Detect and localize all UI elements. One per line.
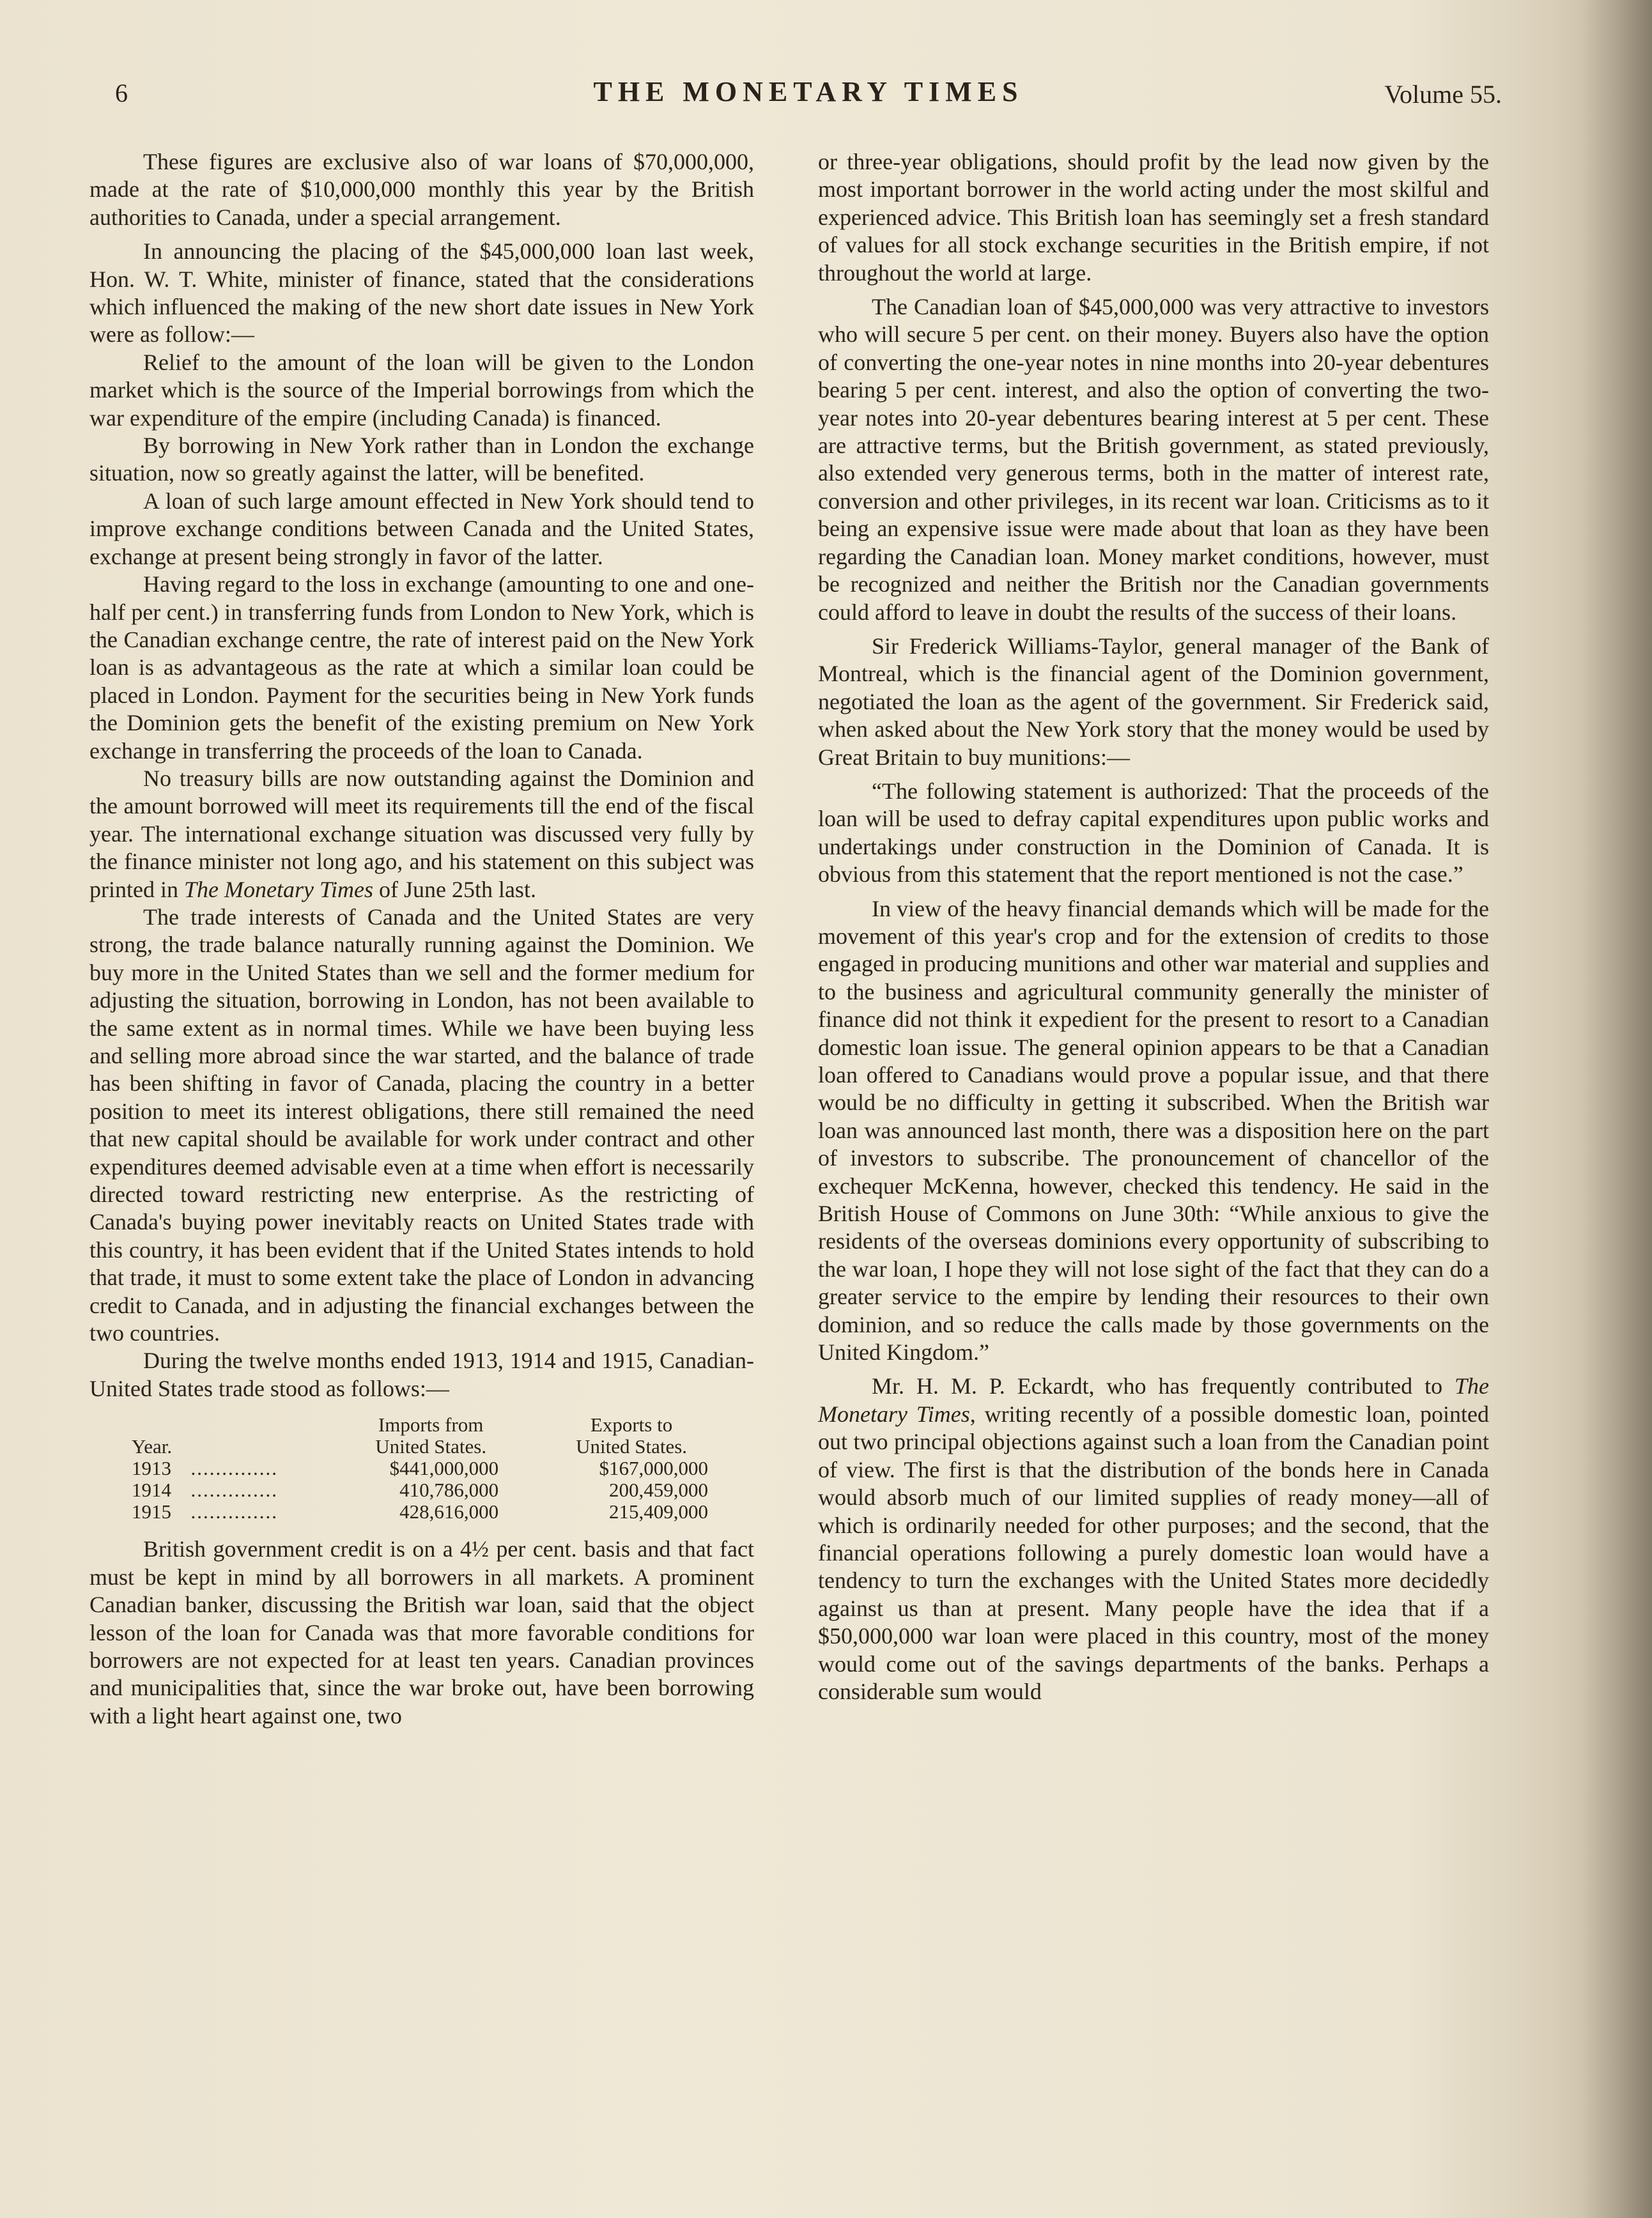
table-header-row [132,1414,720,1436]
table-header-row [132,1436,720,1458]
table-spacer [190,1414,318,1436]
column-header-exports: United States. [576,1435,688,1458]
paragraph: “The following statement is authorized: That the proceeds of the loan will be used to defray capital expenditures upon public works and undertakings under construction in the Dominion of Canada. It is obvious from this statement that the report mentioned is not the case.” [818,778,1489,888]
table-cell-imports: $441,000,000 [389,1457,499,1480]
table-row [132,1458,720,1479]
paragraph: These figures are exclusive also of war loans of $70,000,000, made at the rate of $10,000,000 monthly this year by the British authorities to Canada, under a special arrangement. [89,149,754,230]
paragraph: The trade interests of Canada and the United States are very strong, the trade balance naturally running against the Dominion. We buy more in the United States than we sell and the former medium for adjusting the situation, borrowing in London, has not been available to the same extent as in normal times. While we have been buying less and selling more abroad since the war started, and the balance of trade has been shifting in favor of Canada, placing the country in a better position to meet its interest obligations, there still remained the need that new capital should be available for work under contract and other expenditures deemed advisable even at a time when effort is necessarily directed toward restricting new enterprise. As the restricting of Canada's buying power inevitably reacts on United States trade with this country, it has been evident that if the United States intends to hold that trade, it must to some extent take the place of London in advancing credit to Canada, and in adjusting the financial exchanges between the two countries. [89,904,754,1346]
paragraph-text: of June 25th last. [373,876,536,902]
paragraph: or three-year obligations, should profit by the lead now given by the most important borrower in the world acting under the most skilful and experienced advice. This British loan has seemingly set a fresh standard of values for all stock exchange securities in the British empire, if not throughout the world at large. [818,149,1489,286]
table-cell-exports: 215,409,000 [609,1500,708,1523]
paragraph: A loan of such large amount effected in New York should tend to improve exchange conditions between Canada and the United States, exchange at present being strongly in favor of the latter. [89,488,754,569]
paragraph: Relief to the amount of the loan will be given to the London market which is the source of the Imperial borrowings from which the war expenditure of the empire (including Canada) is financed. [89,349,754,431]
paragraph-text: No treasury bills are now outstanding against the Dominion and the amount borrowed will meet its requirements till the end of the fiscal year. The international exchange situation was discussed very fully by the finance minister not long ago, and his statement on this subject was printed in [89,765,754,902]
table-cell-leader: .............. [190,1500,278,1523]
column-header-imports: United States. [375,1435,487,1458]
paragraph-text: , writing recently of a possible domestic loan, pointed out two principal objections against such a loan from the Canadian point of view. The first is that the distribution of the bonds here in Canada would absorb much of our limited supplies of ready money—all of which is ordinarily needed for other purposes; and the second, that the financial operations following a purely domestic loan would have a tendency to turn the exchanges with the United States more decidedly against us than at present. Many people have the idea that if a $50,000,000 war loan were placed in this country, most of the money would come out of the savings departments of the banks. Perhaps a considerable sum would [818,1401,1489,1704]
paragraph: In announcing the placing of the $45,000,000 loan last week, Hon. W. T. White, minister of finance, stated that the considerations which influenced the making of the new short date issues in New York were as follow:— [89,238,754,348]
left-column [89,148,754,1730]
table-cell-year: 1914 [132,1479,171,1502]
table-cell-leader: .............. [190,1479,278,1502]
volume-label: Volume 55. [1384,80,1502,109]
table-row [132,1501,720,1523]
paragraph: Sir Frederick Williams-Taylor, general manager of the Bank of Montreal, which is the financial agent of the Dominion government, negotiated the loan as the agent of the government. Sir Frederick said, when asked about the New York story that the money would be used by Great Britain to buy munitions:— [818,633,1489,770]
page-header [115,75,1502,120]
table-spacer [190,1436,318,1458]
paragraph [818,1373,1489,1706]
table-cell-exports: $167,000,000 [599,1457,708,1480]
page-edge-shadow [1582,0,1652,2218]
paragraph: The Canadian loan of $45,000,000 was very attractive to investors who will secure 5 per cent. on their money. Buyers also have the option of converting the one-year notes in nine months into 20-year debentures bearing 5 per cent. interest, and also the option of converting the two-year notes into 20-year debentures bearing interest at 5 per cent. These are attractive terms, but the British government, as stated previously, also extended very generous terms, both in the matter of interest rate, conversion and other privileges, in its recent war loan. Criticisms as to it being an expensive issue were made about that loan as they have been regarding the Canadian loan. Money market conditions, however, must be recognized and neither the British nor the Canadian governments could afford to leave in doubt the results of the success of their loans. [818,294,1489,625]
paragraph: Having regard to the loss in exchange (amounting to one and one-half per cent.) in transferring funds from London to New York, which is the Canadian exchange centre, the rate of interest paid on the New York loan is as advantageous as the rate at which a similar loan could be placed in London. Payment for the securities being in New York funds the Dominion gets the benefit of the existing premium on New York exchange in transferring the proceeds of the loan to Canada. [89,571,754,764]
trade-table [132,1414,720,1523]
table-cell-imports: 428,616,000 [399,1500,499,1523]
table-cell-year: 1915 [132,1500,171,1523]
column-header-year: Year. [132,1435,173,1458]
table-cell-imports: 410,786,000 [399,1479,499,1502]
paragraph: By borrowing in New York rather than in London the exchange situation, now so greatly against the latter, will be benefited. [89,433,754,486]
paragraph: British government credit is on a 4½ per cent. basis and that fact must be kept in mind by all borrowers in all markets. A prominent Canadian banker, discussing the British war loan, said that the object lesson of the loan for Canada was that more favorable conditions for borrowers are not expected for at least ten years. Canadian provinces and municipalities that, since the war broke out, have been borrowing with a light heart against one, two [89,1536,754,1729]
paragraph [89,765,754,904]
column-header-imports: Imports from [378,1413,484,1436]
paragraph-text: Mr. H. M. P. Eckardt, who has frequently contributed to [872,1373,1455,1399]
table-row [132,1479,720,1501]
table-cell-leader: .............. [190,1457,278,1480]
publication-name: The Monetary Times [183,876,373,902]
journal-title: THE MONETARY TIMES [593,76,1024,107]
table-cell-exports: 200,459,000 [609,1479,708,1502]
publication-name: The Monetary Times [818,1373,1489,1427]
page-number: 6 [115,79,128,107]
paragraph: During the twelve months ended 1913, 1914 and 1915, Canadian-United States trade stood as follows:— [89,1348,754,1401]
paragraph: In view of the heavy financial demands which will be made for the movement of this year's crop and for the extension of credits to those engaged in producing munitions and other war material and supplies and to the business and agricultural community generally the minister of finance did not think it expedient for the present to resort to a Canadian domestic loan issue. The general opinion appears to be that a Canadian loan offered to Canadians would prove a popular issue, and that there would be no difficulty in getting it subscribed. When the British war loan was announced last month, there was a disposition here on the part of investors to subscribe. The pronouncement of chancellor of the exchequer McKenna, however, checked this tendency. He said in the British House of Commons on June 30th: “While anxious to give the residents of the overseas dominions every opportunity of subscribing to the war loan, I hope they will not lose sight of the fact that they can do a greater service to the empire by lending their resources to their own dominion, and so reduce the calls made by those governments on the United Kingdom.” [818,895,1489,1366]
table-cell-year: 1913 [132,1457,171,1480]
column-header-exports: Exports to [590,1413,673,1436]
right-column [818,148,1489,1706]
